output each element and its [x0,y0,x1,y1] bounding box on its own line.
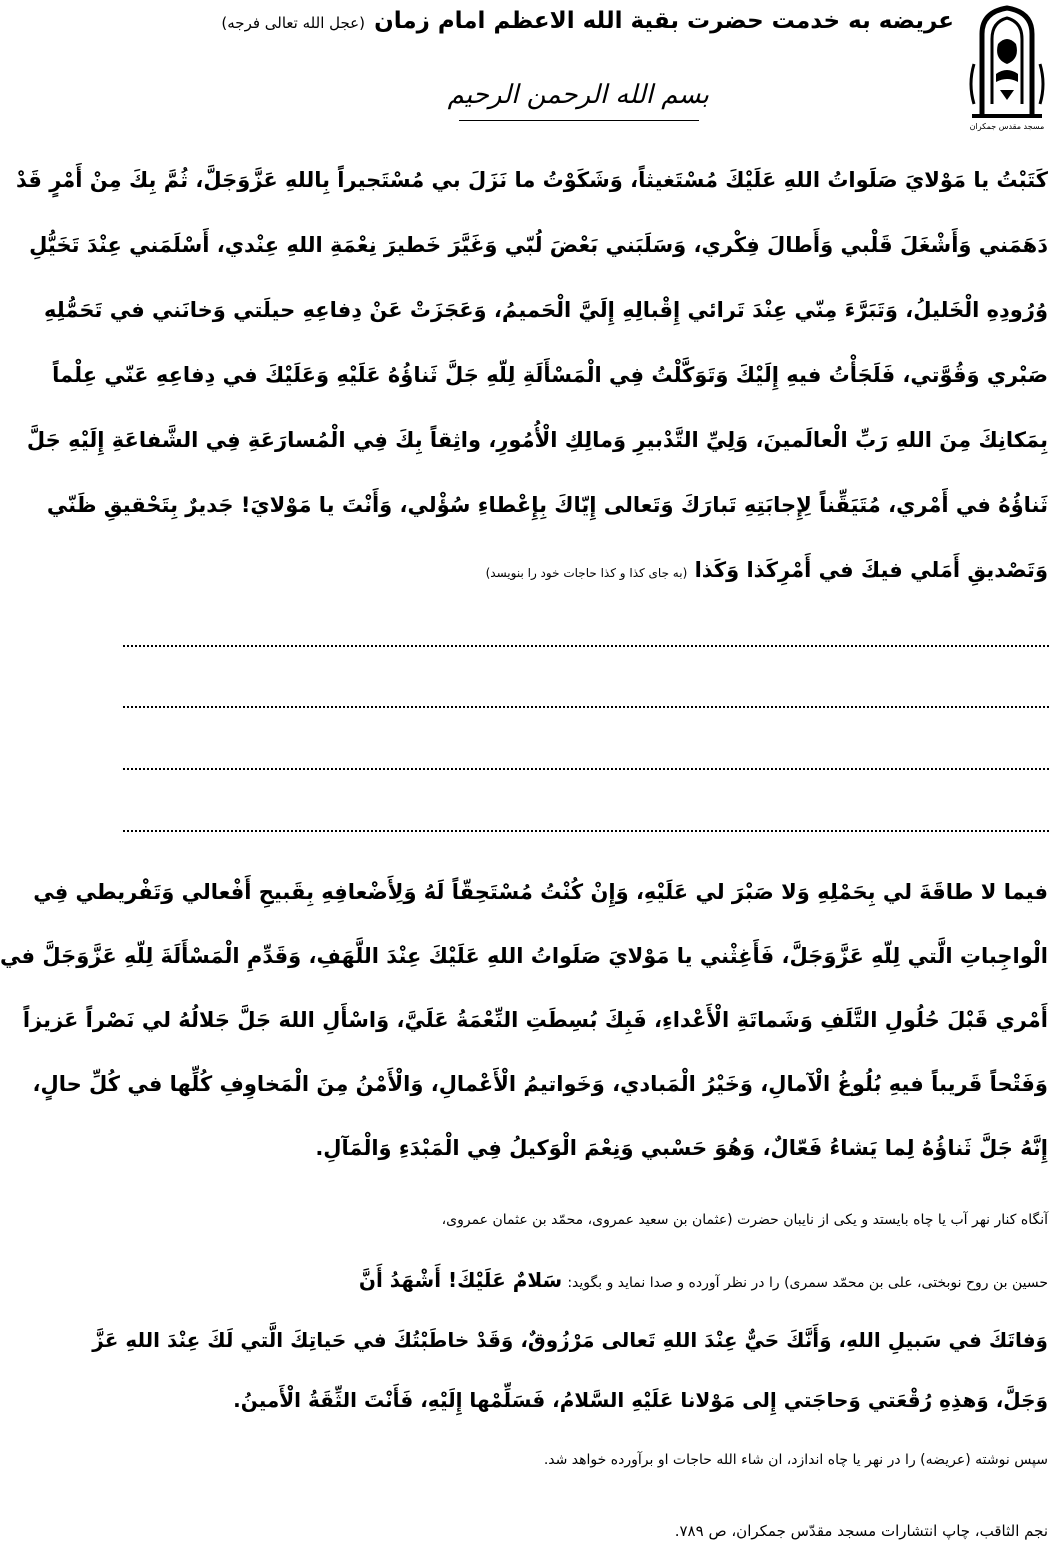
prayer-line: دَهَمَني وَأَشْغَلَ قَلْبي وَأَطالَ فِكْري، وَسَلَبَني بَعْضَ لُبّي وَغَيَّرَ خَطيرَ نِعْمَةِ اللهِ عِنْدي، أَسْلَمَني عِنْدَ تَخَيُّلِ [29,233,1048,257]
instruction-line-1: آنگاه کنار نهر آب یا چاه بایستد و یکی از نایبان حضرت (عثمان بن سعید عمروی، محمّد بن عثمان عمروی، [441,1212,1048,1228]
logo-caption: مسجد مقدس جمکران [969,122,1045,131]
prayer-line: إِنَّهُ جَلَّ ثَناؤُهُ لِما يَشاءُ فَعّالٌ، وَهُوَ حَسْبي وَنِعْمَ الْوَكيلُ فِي الْمَبْدَءِ وَالْمَآلِ. [315,1136,1048,1160]
prayer-line: وَفَتْحاً قَريباً فيهِ بُلُوغُ الْآمالِ، وَخَيْرُ الْمَبادي، وَخَواتيمُ الْأَعْمالِ، وَالْأَمْنُ مِنَ الْمَخاوِفِ كُلِّها في كُلِّ حالٍ، [32,1072,1048,1096]
prayer-line: كَتَبْتُ يا مَوْلايَ صَلَواتُ اللهِ عَلَيْكَ مُسْتَغيثاً، وَشَكَوْتُ ما نَزَلَ بي مُسْتَجيراً بِاللهِ عَزَّوَجَلَّ، ثُمَّ بِكَ مِنْ أَمْرٍ قَدْ [16,168,1048,192]
title-suffix: (عجل الله تعالی فرجه) [221,14,365,32]
greeting-line: وَجَلَّ، وَهذِهِ رُقْعَتي وَحاجَتي إِلى مَوْلانا عَلَيْهِ السَّلامُ، فَسَلِّمْها إِلَيْهِ، فَأَنْتَ الثِّقَةُ الْأَمينُ. [233,1388,1048,1412]
greeting-start: سَلامٌ عَلَيْكَ! أَشْهَدُ أَنَّ [358,1268,563,1292]
write-line-4[interactable] [123,830,1049,832]
prayer-line: وُرُودِهِ الْخَليلُ، وَتَبَرَّءَ مِنّي عِنْدَ تَرائي إِقْبالِهِ إِلَيَّ الْحَميمُ، وَعَجَزَتْ عَنْ دِفاعِهِ حيلَتي وَخانَني في تَحَمُّلِهِ [44,298,1048,322]
jamkaran-logo [962,4,1052,138]
prayer-line-last [122,538,1048,603]
prayer-line-last-text: وَتَصْديقِ أَمَلي فيكَ في أَمْرِكَذا وَكَذا [694,558,1048,582]
write-line-2[interactable] [123,706,1049,708]
source-citation: نجم الثاقب، چاپ انتشارات مسجد مقدّس جمکران، ص ۷۸۹. [674,1522,1048,1540]
prayer-part-2 [0,860,1048,1180]
prayer-line: بِمَكانِكَ مِنَ اللهِ رَبِّ الْعالَمينَ، وَلِيِّ التَّدْبيرِ وَمالِكِ الْأُمُورِ، واثِقاً بِكَ فِي الْمُسارَعَةِ فِي الشَّفاعَةِ إِلَيْهِ جَلَّ [26,428,1048,452]
greeting-line: وَفاتَكَ في سَبيلِ اللهِ، وَأَنَّكَ حَيٌّ عِنْدَ اللهِ تَعالى مَرْزُوقٌ، وَقَدْ خاطَبْتُكَ في حَياتِكَ الَّتي لَكَ عِنْدَ اللهِ عَزَّ [92,1328,1048,1352]
prayer-line: صَبْري وَقُوَّتي، فَلَجَأْتُ فيهِ إِلَيْكَ وَتَوَكَّلْتُ فِي الْمَسْأَلَةِ لِلّهِ جَلَّ ثَناؤُهُ عَلَيْهِ وَعَلَيْكَ في دِفاعِهِ عَنّي عِلْماً [52,363,1048,387]
write-line-3[interactable] [123,768,1049,770]
header [109,0,1062,145]
prayer-line: الْواجِباتِ الَّتي لِلّهِ عَزَّوَجَلَّ، فَأَغِثْني يا مَوْلايَ صَلَواتُ اللهِ عَلَيْكَ عِنْدَ اللَّهَفِ، وَقَدِّمِ الْمَسْأَلَةَ لِلّهِ عَزَّوَجَلَّ في [0,944,1048,968]
title-main: عریضه به خدمت حضرت بقیة الله الاعظم امام زمان [374,8,954,34]
prayer-line: فيما لا طاقَةَ لي بِحَمْلِهِ وَلا صَبْرَ لي عَلَيْهِ، وَإِنْ كُنْتُ مُسْتَحِقّاً لَهُ وَلِأَضْعافِهِ بِقَبيحِ أَفْعالي وَتَفْريطي فِي [33,880,1048,904]
calligraphy-logo-icon [962,4,1052,120]
instruction-line-2 [122,1268,1048,1292]
page-title [194,8,954,34]
prayer-line: أَمْري قَبْلَ حُلُولِ التَّلَفِ وَشَماتَةِ الْأَعْداءِ، فَبِكَ بُسِطَتِ النِّعْمَةُ عَلَيَّ، وَاسْأَلِ اللهَ جَلَّ جَلالُهُ لي نَصْراً عَزيزاً [22,1008,1048,1032]
instruction-line-2-text: حسین بن روح نوبختی، علی بن محمّد سمری) را در نظر آورده و صدا نماید و بگوید: [567,1275,1048,1291]
basmala-underline [459,120,699,121]
closing-instruction: سپس نوشته (عریضه) را در نهر یا چاه اندازد، ان شاء الله حاجات او برآورده خواهد شد. [543,1452,1048,1468]
prayer-line: ثَناؤُهُ في أَمْري، مُتَيَقِّناً لِإِجابَتِهِ تَبارَكَ وَتَعالى إِيّاكَ بِإِعْطاءِ سُؤْلي، وَأَنْتَ يا مَوْلايَ! جَديرٌ بِتَحْقيقِ ظَنّي [46,493,1048,517]
basmala: بسم الله الرحمن الرحیم [447,80,709,110]
instruction-note: (به جای کذا و کذا حاجات خود را بنویسد) [485,566,688,580]
prayer-part-1 [16,148,1048,603]
write-line-1[interactable] [123,645,1049,647]
